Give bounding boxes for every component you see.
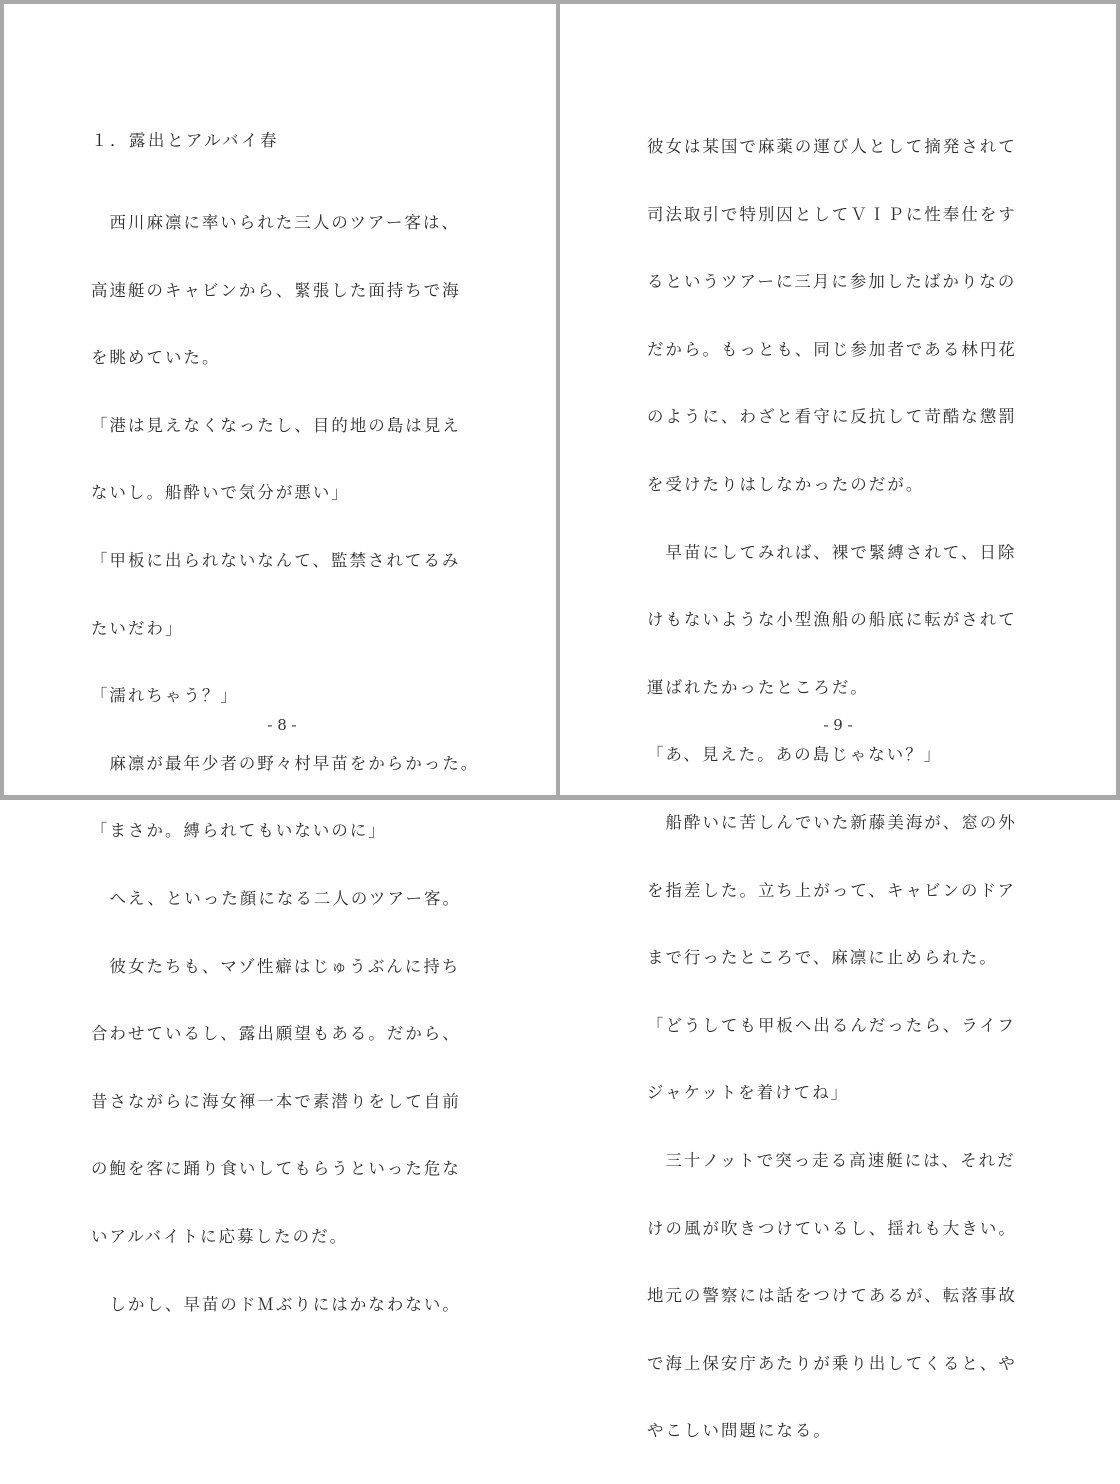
left-page xyxy=(4,4,556,1314)
body-line: 麻凛が最年少者の野々村早苗をからかった。 xyxy=(91,753,480,773)
body-line: へえ、といった顔になる二人のツアー客。 xyxy=(91,888,461,908)
right-page xyxy=(560,4,1116,1441)
body-line: 合わせているし、露出願望もある。だから、 xyxy=(91,1024,461,1044)
body-line: のように、わざと看守に反抗して苛酷な懲罰 xyxy=(647,407,1017,427)
body-line: るというツアーに三月に参加したばかりなの xyxy=(647,272,1017,292)
body-line: を眺めていた。 xyxy=(91,348,221,368)
body-line: 彼女たちも、マゾ性癖はじゅうぶんに持ち xyxy=(91,956,461,976)
body-line: けもないような小型漁船の船底に転がされて xyxy=(647,610,1017,630)
body-line: を指差した。立ち上がって、キャビンのドア xyxy=(647,880,1016,900)
body-line: 三十ノットで突っ走る高速艇には、それだ xyxy=(647,1150,1016,1170)
body-line: 高速艇のキャビンから、緊張した面持ちで海 xyxy=(91,280,461,300)
body-line: 早苗にしてみれば、裸で緊縛されて、日除 xyxy=(647,542,1017,562)
body-line: 「どうしても甲板へ出るんだったら、ライフ xyxy=(647,1015,1016,1035)
body-line: 西川麻凛に率いられた三人のツアー客は、 xyxy=(91,213,460,232)
body-line: の鮑を客に踊り食いしてもらうといった危な xyxy=(91,1159,461,1179)
page-number: - 8 - xyxy=(267,716,297,734)
body-line: 「甲板に出られないなんて、監禁されてるみ xyxy=(91,550,461,570)
body-line: を受けたりはしなかったのだが。 xyxy=(647,474,925,494)
body-line: 船酔いに苦しんでいた新藤美海が、窓の外 xyxy=(647,812,1017,832)
body-line: まで行ったところで、麻凛に止められた。 xyxy=(647,948,998,968)
body-line: 司法取引で特別囚としてＶＩＰに性奉仕をす xyxy=(647,204,1017,224)
body-line: しかし、早苗のドＭぶりにはかなわない。 xyxy=(91,1294,461,1314)
body-line: 「濡れちゃう？」 xyxy=(91,686,239,706)
right-page-body xyxy=(647,94,1017,1484)
body-line: けの風が吹きつけているし、揺れも大きい。 xyxy=(647,1218,1017,1238)
page-number: - 9 - xyxy=(823,716,853,734)
body-line: 「あ、見えた。あの島じゃない？」 xyxy=(647,745,943,765)
body-line: 「まさか。縛られてもいないのに」 xyxy=(91,821,387,841)
body-line: 彼女は某国で麻薬の運び人として摘発されて xyxy=(647,137,1017,156)
body-line: ジャケットを着けてね」 xyxy=(647,1083,850,1103)
body-line: やこしい問題になる。 xyxy=(647,1421,832,1441)
body-line: 運ばれたかったところだ。 xyxy=(647,677,869,697)
chapter-heading: １．露出とアルバイ春 xyxy=(91,131,280,150)
body-line: いアルバイトに応募したのだ。 xyxy=(91,1226,349,1246)
body-line: 昔さながらに海女褌一本で素潜りをして自前 xyxy=(91,1091,461,1111)
body-line: 地元の警察には話をつけてあるが、転落事故 xyxy=(647,1286,1017,1306)
body-line: たいだわ」 xyxy=(91,618,184,638)
body-line: だから。もっとも、同じ参加者である林円花 xyxy=(647,339,1017,359)
left-page-body xyxy=(91,170,479,1357)
body-line: 「港は見えなくなったし、目的地の島は見え xyxy=(91,415,461,435)
body-line: ないし。船酔いで気分が悪い」 xyxy=(91,483,350,503)
body-line: で海上保安庁あたりが乗り出してくると、や xyxy=(647,1353,1017,1373)
